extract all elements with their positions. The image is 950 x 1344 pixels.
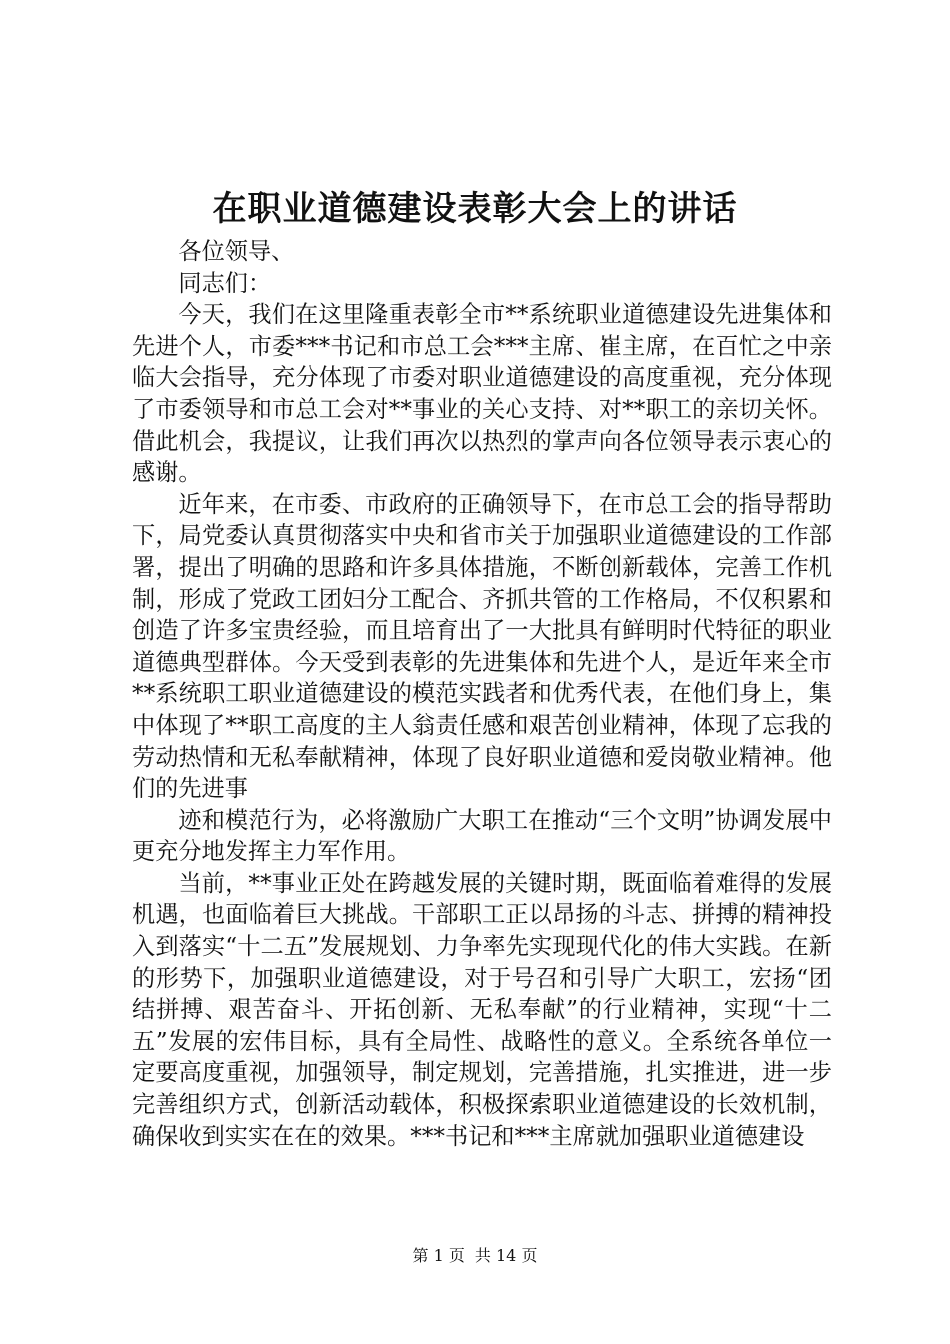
- document-body: [132, 236, 832, 1152]
- salutation-line: 各位领导、: [178, 238, 295, 265]
- page-footer: [0, 1244, 950, 1268]
- body-paragraph: 当前，**事业正处在跨越发展的关键时期，既面临着难得的发展机遇，也面临着巨大挑战。干部职工正以昂扬的斗志、拼搏的精神投入到落实“十二五”发展规划、力争率先实现现代化的伟大实践。在新的形势下，加强职业道德建设，对于号召和引导广大职工，宏扬“团结拼搏、艰苦奋斗、开拓创新、无私奉献”的行业精神，实现“十二五”发展的宏伟目标，具有全局性、战略性的意义。全系统各单位一定要高度重视，加强领导，制定规划，完善措施，扎实推进，进一步完善组织方式，创新活动载体，积极探索职业道德建设的长效机制，确保收到实实在在的效果。***书记和***主席就加强职业道德建设: [132, 869, 832, 1150]
- body-paragraph: 今天，我们在这里隆重表彰全市**系统职业道德建设先进集体和先进个人，市委***书记和市总工会***主席、崔主席，在百忙之中亲临大会指导，充分体现了市委对职业道德建设的高度重视，充分体现了市委领导和市总工会对**事业的关心支持、对**职工的亲切关怀。借此机会，我提议，让我们再次以热烈的掌声向各位领导表示衷心的感谢。: [132, 301, 832, 487]
- page-number: 第 1 页: [412, 1246, 465, 1265]
- body-paragraph: 迹和模范行为，必将激励广大职工在推动“三个文明”协调发展中更充分地发挥主力军作用。: [132, 806, 832, 866]
- body-paragraph: 近年来，在市委、市政府的正确领导下，在市总工会的指导帮助下，局党委认真贯彻落实中央和省市关于加强职业道德建设的工作部署，提出了明确的思路和许多具体措施，不断创新载体，完善工作机制，形成了党政工团妇分工配合、齐抓共管的工作格局，不仅积累和创造了许多宝贵经验，而且培育出了一大批具有鲜明时代特征的职业道德典型群体。今天受到表彰的先进集体和先进个人，是近年来全市**系统职工职业道德建设的模范实践者和优秀代表，在他们身上，集中体现了**职工高度的主人翁责任感和艰苦创业精神，体现了忘我的劳动热情和无私奉献精神，体现了良好职业道德和爱岗敬业精神。他们的先进事: [132, 490, 832, 803]
- salutation-line: 同志们：: [178, 269, 272, 297]
- page-total: 共 14 页: [474, 1246, 538, 1265]
- document-title: 在职业道德建设表彰大会上的讲话: [212, 189, 738, 229]
